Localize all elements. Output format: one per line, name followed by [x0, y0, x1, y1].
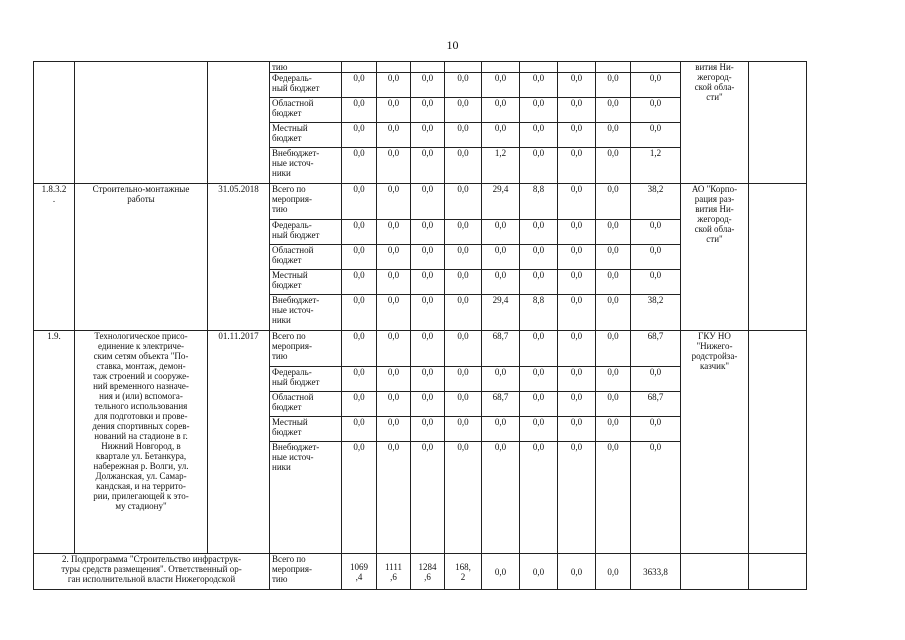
value-cell: 0,0	[377, 331, 411, 367]
value-cell: 0,0	[596, 295, 631, 331]
value-cell: 0,0	[631, 442, 681, 554]
value-cell: 0,0	[342, 73, 377, 98]
value-cell	[342, 62, 377, 73]
table-row	[34, 184, 807, 220]
value-cell: 0,0	[445, 270, 482, 295]
value-cell: 0,0	[411, 184, 445, 220]
funding-source-cell: Федераль- ный бюджет	[270, 73, 342, 98]
funding-source-cell: Федераль- ный бюджет	[270, 367, 342, 392]
value-cell: 0,0	[342, 392, 377, 417]
value-cell: 0,0	[520, 392, 558, 417]
value-cell: 0,0	[445, 98, 482, 123]
value-cell: 0,0	[445, 295, 482, 331]
value-cell: 0,0	[377, 295, 411, 331]
value-cell: 0,0	[631, 245, 681, 270]
value-cell	[520, 62, 558, 73]
value-cell: 0,0	[520, 98, 558, 123]
value-cell	[558, 62, 596, 73]
value-cell: 0,0	[482, 73, 520, 98]
value-cell: 0,0	[520, 554, 558, 590]
value-cell: 0,0	[596, 417, 631, 442]
funding-source-cell: тию	[270, 62, 342, 73]
value-cell: 0,0	[558, 270, 596, 295]
value-cell: 29,4	[482, 295, 520, 331]
value-cell: 0,0	[411, 148, 445, 184]
value-cell: 0,0	[445, 392, 482, 417]
value-cell: 0,0	[377, 392, 411, 417]
funding-source-cell: Всего по мероприя- тию	[270, 184, 342, 220]
value-cell: 0,0	[342, 245, 377, 270]
value-cell	[482, 62, 520, 73]
value-cell: 0,0	[631, 98, 681, 123]
value-cell: 0,0	[342, 442, 377, 554]
value-cell: 0,0	[520, 245, 558, 270]
value-cell: 0,0	[558, 392, 596, 417]
value-cell: 0,0	[482, 442, 520, 554]
value-cell: 0,0	[445, 245, 482, 270]
value-cell: 1284 ,6	[411, 554, 445, 590]
value-cell: 0,0	[596, 270, 631, 295]
value-cell: 0,0	[558, 123, 596, 148]
value-cell	[596, 62, 631, 73]
value-cell: 0,0	[445, 442, 482, 554]
value-cell: 0,0	[342, 331, 377, 367]
subprogram-row	[34, 554, 807, 590]
value-cell	[631, 62, 681, 73]
value-cell: 1111 ,6	[377, 554, 411, 590]
executor-cell	[681, 554, 749, 590]
value-cell: 0,0	[342, 417, 377, 442]
value-cell: 0,0	[520, 73, 558, 98]
value-cell: 0,0	[411, 270, 445, 295]
value-cell: 0,0	[411, 331, 445, 367]
value-cell: 0,0	[520, 417, 558, 442]
value-cell: 0,0	[411, 220, 445, 245]
value-cell: 0,0	[520, 148, 558, 184]
value-cell: 0,0	[558, 554, 596, 590]
value-cell: 0,0	[411, 442, 445, 554]
subprogram-title-cell: 2. Подпрограмма "Строительство инфраструк- туры средств размещения". Ответственный ор- ган исполнительной власти Нижегородской	[34, 554, 270, 590]
value-cell: 0,0	[342, 184, 377, 220]
value-cell: 0,0	[520, 270, 558, 295]
value-cell	[411, 62, 445, 73]
value-cell: 38,2	[631, 295, 681, 331]
value-cell: 0,0	[596, 331, 631, 367]
value-cell: 0,0	[596, 442, 631, 554]
item-name-cell	[75, 62, 208, 184]
value-cell: 0,0	[445, 331, 482, 367]
value-cell: 0,0	[520, 442, 558, 554]
value-cell: 0,0	[596, 392, 631, 417]
value-cell: 0,0	[482, 417, 520, 442]
funding-source-cell: Местный бюджет	[270, 417, 342, 442]
value-cell: 0,0	[558, 148, 596, 184]
value-cell: 0,0	[631, 367, 681, 392]
value-cell: 0,0	[342, 98, 377, 123]
value-cell: 8,8	[520, 295, 558, 331]
value-cell: 0,0	[520, 220, 558, 245]
value-cell: 0,0	[520, 123, 558, 148]
executor-cell: ГКУ НО "Нижего- родстройза- казчик"	[681, 331, 749, 554]
value-cell: 0,0	[596, 367, 631, 392]
value-cell: 0,0	[596, 184, 631, 220]
item-name-cell: Строительно-монтажные работы	[75, 184, 208, 331]
funding-source-cell: Всего по мероприя- тию	[270, 554, 342, 590]
value-cell: 1,2	[482, 148, 520, 184]
item-name-cell: Технологическое присо- единение к электриче- ским сетям объекта "По- ставка, монтаж, демон- таж строений и сооруже- ний временного назначе- ния и (или) вспомога- тельного использования для подготовки и прове- дения спортивных сорев- нований на стадионе в г. Нижний Новгород, в квартале ул. Бетанкура, набережная р. Волги, ул. Должанская, ул. Самар- кандская, и на террито- рии, прилегающей к это- му стадиону"	[75, 331, 208, 554]
notes-cell	[749, 331, 807, 554]
value-cell: 0,0	[411, 417, 445, 442]
value-cell: 0,0	[411, 73, 445, 98]
value-cell: 0,0	[631, 73, 681, 98]
value-cell: 0,0	[558, 295, 596, 331]
value-cell: 0,0	[482, 367, 520, 392]
value-cell: 0,0	[445, 148, 482, 184]
item-number-cell: 1.9.	[34, 331, 75, 554]
value-cell: 0,0	[342, 295, 377, 331]
value-cell: 0,0	[558, 184, 596, 220]
value-cell: 0,0	[482, 98, 520, 123]
table-row	[34, 62, 807, 73]
value-cell: 38,2	[631, 184, 681, 220]
value-cell: 0,0	[596, 148, 631, 184]
value-cell: 0,0	[411, 367, 445, 392]
value-cell: 0,0	[482, 123, 520, 148]
value-cell: 0,0	[445, 417, 482, 442]
value-cell: 68,7	[482, 392, 520, 417]
value-cell: 0,0	[482, 245, 520, 270]
executor-cell: вития Ни- жегород- ской обла- сти"	[681, 62, 749, 184]
value-cell: 0,0	[377, 245, 411, 270]
item-date-cell: 31.05.2018	[208, 184, 270, 331]
value-cell: 0,0	[377, 148, 411, 184]
funding-source-cell: Областной бюджет	[270, 245, 342, 270]
notes-cell	[749, 554, 807, 590]
value-cell: 0,0	[596, 123, 631, 148]
value-cell: 3633,8	[631, 554, 681, 590]
value-cell: 0,0	[377, 73, 411, 98]
item-date-cell	[208, 62, 270, 184]
value-cell: 68,7	[631, 392, 681, 417]
value-cell: 0,0	[482, 554, 520, 590]
value-cell: 0,0	[411, 392, 445, 417]
value-cell: 68,7	[631, 331, 681, 367]
value-cell: 0,0	[342, 367, 377, 392]
item-number-cell: 1.8.3.2 .	[34, 184, 75, 331]
page-number: 10	[446, 38, 459, 52]
value-cell: 0,0	[596, 98, 631, 123]
value-cell: 0,0	[377, 367, 411, 392]
value-cell: 8,8	[520, 184, 558, 220]
funding-source-cell: Местный бюджет	[270, 270, 342, 295]
value-cell: 0,0	[558, 331, 596, 367]
value-cell	[445, 62, 482, 73]
value-cell: 0,0	[520, 367, 558, 392]
value-cell: 0,0	[596, 554, 631, 590]
table-body	[34, 62, 807, 590]
value-cell: 0,0	[342, 270, 377, 295]
value-cell: 0,0	[445, 220, 482, 245]
funding-source-cell: Внебюджет- ные источ- ники	[270, 148, 342, 184]
value-cell: 0,0	[631, 123, 681, 148]
funding-source-cell: Федераль- ный бюджет	[270, 220, 342, 245]
value-cell: 0,0	[445, 73, 482, 98]
value-cell: 0,0	[558, 442, 596, 554]
table-row	[34, 331, 807, 367]
value-cell	[377, 62, 411, 73]
value-cell: 0,0	[520, 331, 558, 367]
value-cell: 0,0	[377, 98, 411, 123]
value-cell: 168, 2	[445, 554, 482, 590]
notes-cell	[749, 184, 807, 331]
funding-source-cell: Внебюджет- ные источ- ники	[270, 442, 342, 554]
value-cell: 0,0	[482, 220, 520, 245]
executor-cell: АО "Корпо- рация раз- вития Ни- жегород- ской обла- сти"	[681, 184, 749, 331]
value-cell: 29,4	[482, 184, 520, 220]
value-cell: 0,0	[377, 123, 411, 148]
value-cell: 0,0	[377, 417, 411, 442]
funding-source-cell: Всего по мероприя- тию	[270, 331, 342, 367]
value-cell: 0,0	[631, 270, 681, 295]
value-cell: 0,0	[377, 442, 411, 554]
value-cell: 0,0	[631, 417, 681, 442]
value-cell: 0,0	[445, 184, 482, 220]
value-cell: 0,0	[411, 123, 445, 148]
value-cell: 0,0	[342, 220, 377, 245]
value-cell: 0,0	[377, 270, 411, 295]
value-cell: 0,0	[596, 73, 631, 98]
item-number-cell	[34, 62, 75, 184]
value-cell: 0,0	[558, 245, 596, 270]
value-cell: 0,0	[558, 98, 596, 123]
value-cell: 0,0	[482, 270, 520, 295]
notes-cell	[749, 62, 807, 184]
value-cell: 68,7	[482, 331, 520, 367]
value-cell: 0,0	[411, 245, 445, 270]
value-cell: 0,0	[342, 123, 377, 148]
funding-source-cell: Местный бюджет	[270, 123, 342, 148]
value-cell: 0,0	[596, 245, 631, 270]
value-cell: 0,0	[558, 220, 596, 245]
funding-source-cell: Областной бюджет	[270, 98, 342, 123]
value-cell: 0,0	[631, 220, 681, 245]
value-cell: 0,0	[558, 73, 596, 98]
value-cell: 1,2	[631, 148, 681, 184]
item-date-cell: 01.11.2017	[208, 331, 270, 554]
value-cell: 0,0	[558, 367, 596, 392]
funding-source-cell: Областной бюджет	[270, 392, 342, 417]
value-cell: 0,0	[596, 220, 631, 245]
value-cell: 0,0	[377, 220, 411, 245]
value-cell: 0,0	[411, 98, 445, 123]
value-cell: 1069 ,4	[342, 554, 377, 590]
value-cell: 0,0	[558, 417, 596, 442]
value-cell: 0,0	[377, 184, 411, 220]
funding-source-cell: Внебюджет- ные источ- ники	[270, 295, 342, 331]
value-cell: 0,0	[342, 148, 377, 184]
value-cell: 0,0	[411, 295, 445, 331]
budget-table	[33, 61, 807, 590]
value-cell: 0,0	[445, 367, 482, 392]
value-cell: 0,0	[445, 123, 482, 148]
